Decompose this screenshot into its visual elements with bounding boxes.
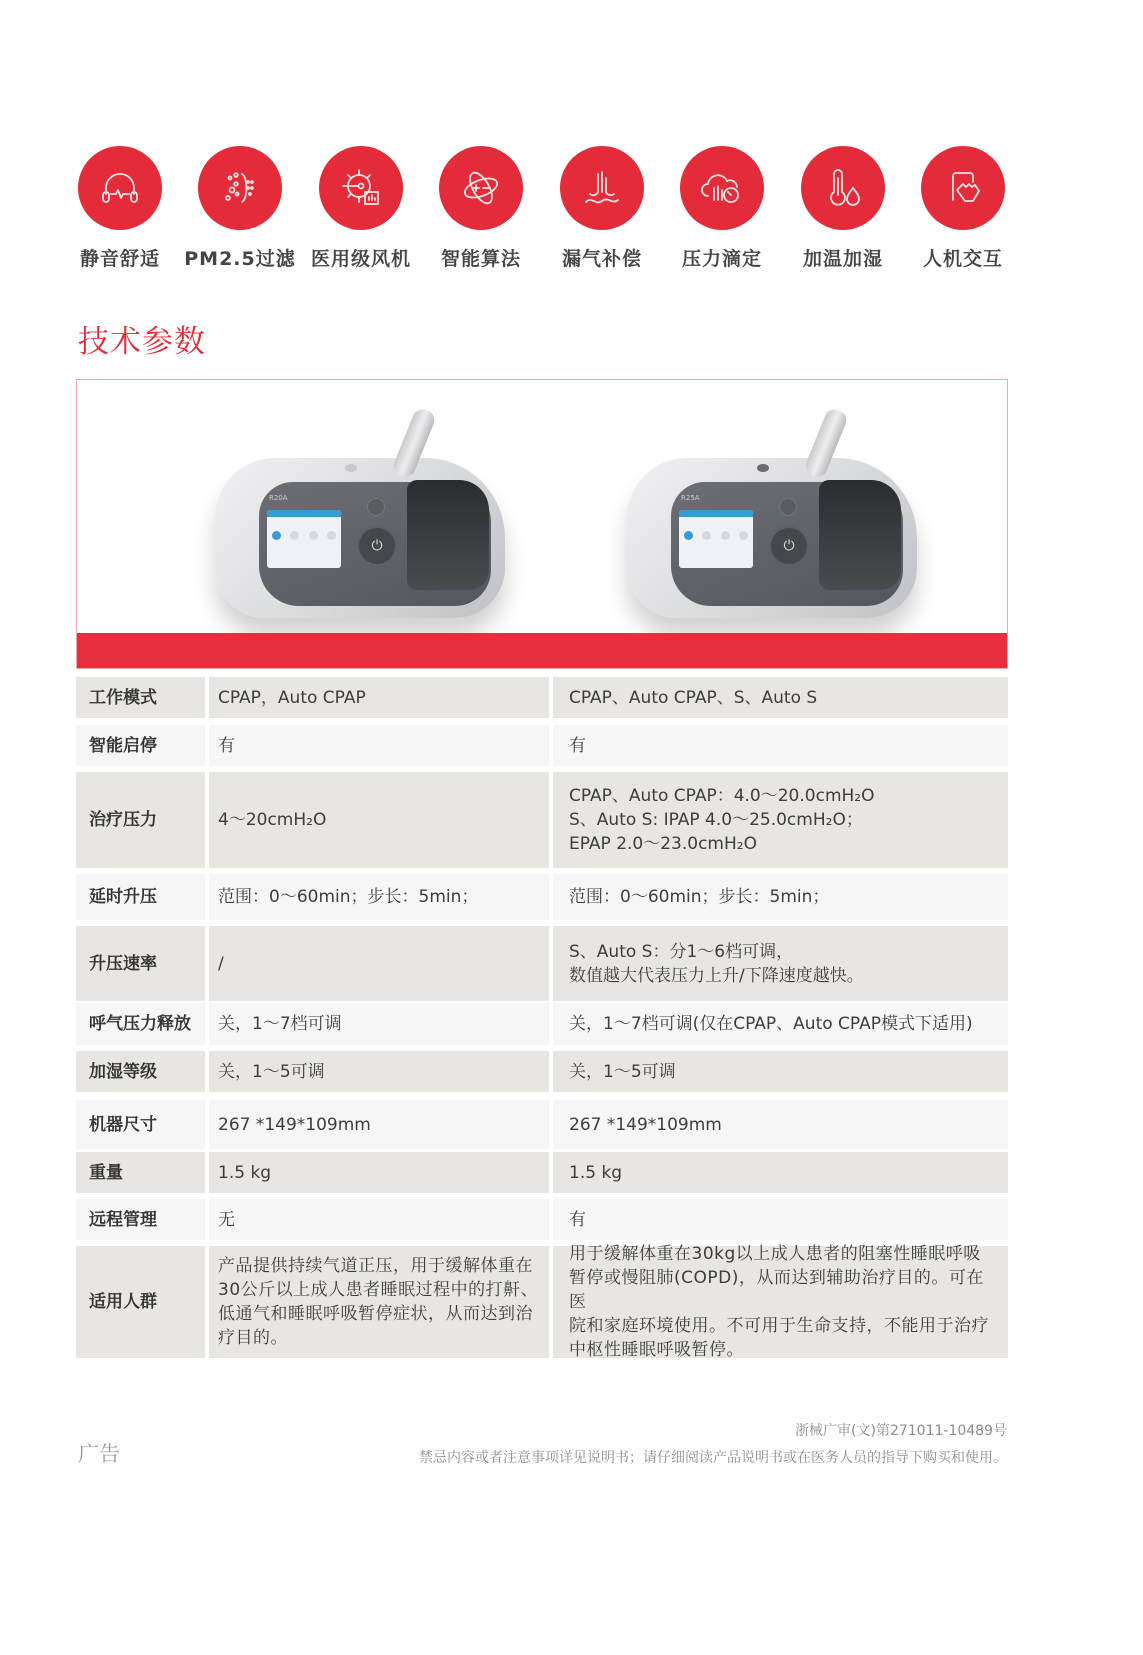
spec-value-r20a: 267 *149*109mm [209, 1100, 549, 1149]
spec-value-r20a: 范围：0～60min；步长：5min； [209, 874, 549, 920]
table-row-rise-rate [76, 926, 1008, 1001]
device-image-r25a [609, 400, 929, 630]
feature-label: 静音舒适 [79, 248, 160, 270]
feature-hmi [901, 146, 1025, 271]
leak-compensation-icon [560, 146, 644, 230]
feature-smart-algorithm [419, 146, 543, 271]
headphones-waveform-icon [78, 146, 162, 230]
feature-label: 漏气补偿 [561, 248, 642, 270]
table-row-humidity-level [76, 1051, 1008, 1092]
spec-key: 机器尺寸 [76, 1100, 205, 1149]
spec-value-r25a: 267 *149*109mm [553, 1100, 1008, 1149]
thermometer-droplet-icon [801, 146, 885, 230]
ad-label: 广告 [78, 1442, 120, 1466]
spec-key: 重量 [76, 1152, 205, 1193]
table-row-work-mode [76, 677, 1008, 718]
spec-line: S、Auto S: IPAP 4.0～25.0cmH₂O； [569, 810, 863, 830]
spec-value-r20a: 1.5 kg [209, 1152, 549, 1193]
spec-value-r25a: 范围：0～60min；步长：5min； [553, 874, 1008, 920]
feature-medical-fan [299, 146, 423, 271]
spec-value-r20a: CPAP，Auto CPAP [209, 677, 549, 718]
product-image-panel [76, 379, 1008, 669]
approval-number: 浙械广审(文)第271011-10489号 [795, 1423, 1007, 1439]
spec-value-r20a: 有 [209, 725, 549, 766]
feature-heated-humidification [781, 146, 905, 271]
device-screen [679, 510, 753, 568]
feature-pm25-filter [178, 146, 302, 271]
spec-value-r20a: 关，1～7档可调 [209, 1003, 549, 1045]
feature-pressure-titration [660, 146, 784, 271]
disclaimer: 禁忌内容或者注意事项详见说明书；请仔细阅读产品说明书或在医务人员的指导下购买和使用。 [419, 1450, 1007, 1466]
spec-line: 疗目的。 [218, 1328, 288, 1348]
spec-key: 延时升压 [76, 874, 205, 920]
device-image-r20a [197, 400, 517, 630]
particle-filter-icon [198, 146, 282, 230]
table-row-target-users [76, 1246, 1008, 1358]
water-tank [819, 480, 901, 590]
touch-hand-icon [921, 146, 1005, 230]
device-model-label: R25A [681, 494, 700, 502]
table-row-weight [76, 1152, 1008, 1193]
spec-line: EPAP 2.0～23.0cmH₂O [569, 834, 757, 854]
spec-value-r20a: / [209, 926, 549, 1001]
table-row-dimensions [76, 1100, 1008, 1149]
feature-label: 加温加湿 [802, 248, 883, 270]
section-title: 技术参数 [78, 324, 206, 360]
spec-value-r25a: 关，1～7档可调(仅在CPAP、Auto CPAP模式下适用) [553, 1003, 1008, 1045]
spec-value-r25a [553, 1246, 1008, 1358]
device-small-button [779, 498, 797, 516]
device-screen [267, 510, 341, 568]
spec-line: 暂停或慢阻肺(COPD)，从而达到辅助治疗目的。可在医 [569, 1268, 984, 1312]
feature-label: 智能算法 [440, 248, 521, 270]
spec-line: 院和家庭环境使用。不可用于生命支持，不能用于治疗 [569, 1316, 989, 1336]
spec-line: 用于缓解体重在30kg以上成人患者的阻塞性睡眠呼吸 [569, 1244, 981, 1264]
table-row-expiratory-relief [76, 1003, 1008, 1045]
spec-value-r20a: 关，1～5可调 [209, 1051, 549, 1092]
spec-value-r20a: 4～20cmH₂O [209, 772, 549, 868]
table-row-ramp [76, 874, 1008, 920]
spec-value-r25a: 1.5 kg [553, 1152, 1008, 1193]
spec-value-r20a [209, 1246, 549, 1358]
spec-line: S、Auto S：分1～6档可调， [569, 941, 794, 962]
spec-key: 工作模式 [76, 677, 205, 718]
spec-line: 中枢性睡眠呼吸暂停。 [569, 1340, 744, 1360]
algorithm-atom-icon [439, 146, 523, 230]
spec-key: 呼气压力释放 [76, 1003, 205, 1045]
red-accent-bar [77, 633, 1007, 668]
spec-key: 远程管理 [76, 1199, 205, 1240]
spec-key: 治疗压力 [76, 772, 205, 868]
feature-label: PM2.5过滤 [184, 248, 296, 270]
spec-value-r25a [553, 926, 1008, 1001]
feature-leak-compensation [540, 146, 664, 271]
table-row-smart-start-stop [76, 725, 1008, 766]
spec-line: CPAP、Auto CPAP：4.0～20.0cmH₂O [569, 786, 875, 806]
medical-fan-icon [319, 146, 403, 230]
spec-value-r25a: CPAP、Auto CPAP、S、Auto S [553, 677, 1008, 718]
spec-key: 适用人群 [76, 1246, 205, 1358]
spec-key: 加湿等级 [76, 1051, 205, 1092]
table-row-remote-management [76, 1199, 1008, 1240]
spec-line: 30公斤以上成人患者睡眠过程中的打鼾、 [218, 1280, 539, 1300]
table-row-therapy-pressure [76, 772, 1008, 868]
water-tank [407, 480, 489, 590]
spec-value-r25a: 关，1～5可调 [553, 1051, 1008, 1092]
spec-value-r25a: 有 [553, 725, 1008, 766]
device-model-label: R20A [269, 494, 288, 502]
feature-label: 医用级风机 [310, 248, 411, 270]
power-knob-icon: ⏻ [769, 526, 809, 566]
power-knob-icon: ⏻ [357, 526, 397, 566]
device-small-button [367, 498, 385, 516]
spec-line: 产品提供持续气道正压，用于缓解体重在 [218, 1256, 533, 1276]
feature-label: 人机交互 [922, 248, 1003, 270]
spec-value-r25a [553, 772, 1008, 868]
pressure-gauge-cloud-icon [680, 146, 764, 230]
spec-key: 升压速率 [76, 926, 205, 1001]
spec-key: 智能启停 [76, 725, 205, 766]
feature-icons-row [58, 146, 1084, 276]
spec-line: 数值越大代表压力上升/下降速度越快。 [569, 965, 864, 986]
spec-value-r25a: 有 [553, 1199, 1008, 1240]
feature-silent-comfort [58, 146, 182, 271]
spec-value-r20a: 无 [209, 1199, 549, 1240]
spec-line: 低通气和睡眠呼吸暂停症状，从而达到治 [218, 1304, 533, 1324]
feature-label: 压力滴定 [681, 248, 762, 270]
